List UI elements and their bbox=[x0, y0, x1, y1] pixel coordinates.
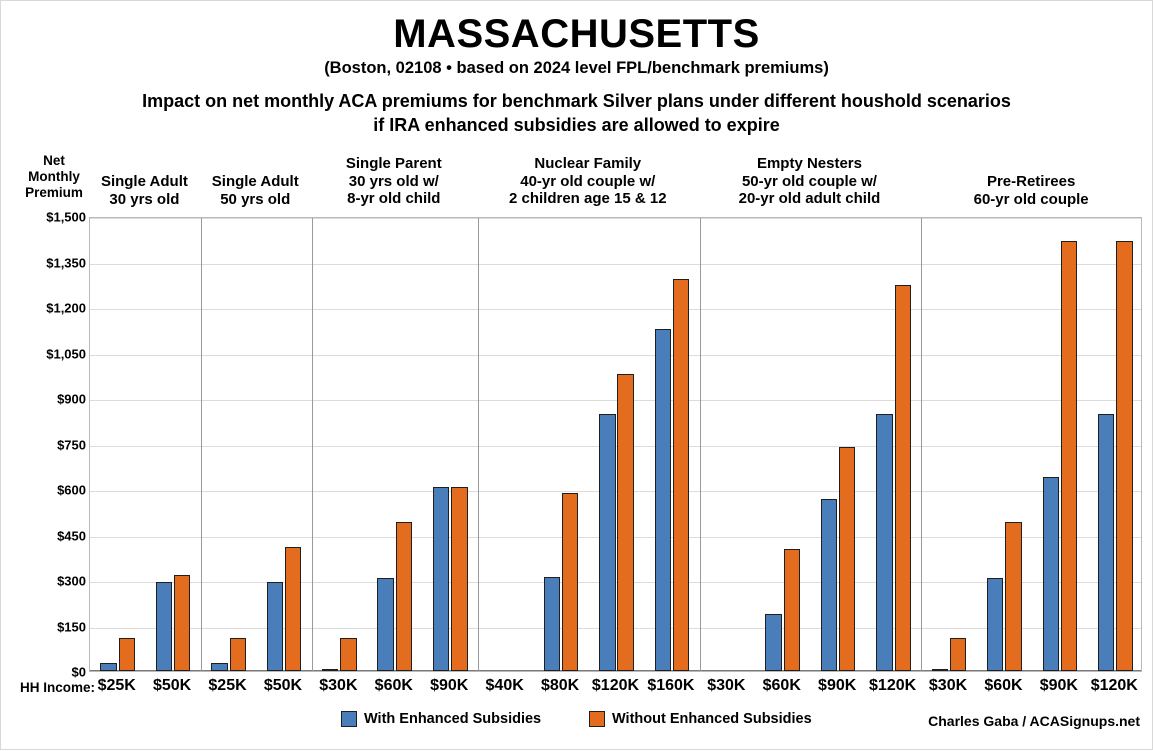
group-header-line: 20-yr old adult child bbox=[738, 190, 881, 208]
x-axis-tick-label: $25K bbox=[208, 677, 247, 694]
y-axis-title-line2: Monthly bbox=[28, 168, 80, 184]
y-axis-tick-label: $150 bbox=[57, 619, 86, 634]
group-header-line: Single Adult bbox=[211, 173, 299, 190]
bar-with-enhanced-subsidies bbox=[544, 577, 560, 671]
credit-text: Charles Gaba / ACASignups.net bbox=[928, 713, 1140, 729]
bar-without-enhanced-subsidies bbox=[950, 638, 966, 671]
bar-without-enhanced-subsidies bbox=[839, 447, 855, 671]
group-header-line: 30 yrs old bbox=[109, 190, 180, 208]
group-separator bbox=[312, 218, 313, 671]
group-header bbox=[920, 173, 1142, 208]
y-axis-tick-label: $1,500 bbox=[46, 209, 86, 225]
legend-item-with-enhanced-subsidies bbox=[341, 711, 541, 727]
bar-with-enhanced-subsidies bbox=[156, 582, 172, 671]
group-header-line: 40-yr old couple w/ bbox=[520, 172, 656, 190]
group-separator bbox=[921, 218, 922, 671]
y-axis-title bbox=[19, 153, 89, 201]
x-axis-tick-label: $80K bbox=[540, 677, 580, 694]
bar-without-enhanced-subsidies bbox=[562, 493, 578, 671]
group-header bbox=[89, 173, 200, 208]
group-header bbox=[477, 155, 699, 208]
bar-with-enhanced-subsidies bbox=[821, 499, 837, 671]
x-axis-tick-label: $160K bbox=[647, 677, 695, 694]
group-header-line: 2 children age 15 & 12 bbox=[508, 190, 667, 208]
x-axis-tick-label: $90K bbox=[430, 677, 469, 694]
legend-item-without-enhanced-subsidies bbox=[589, 711, 812, 727]
x-axis-tick-label: $25K bbox=[97, 677, 136, 694]
y-axis-tick-label: $900 bbox=[57, 391, 86, 407]
x-axis-tick-label: $90K bbox=[818, 677, 857, 694]
bar-with-enhanced-subsidies bbox=[267, 582, 283, 671]
bar-with-enhanced-subsidies bbox=[599, 414, 615, 671]
x-axis-tick-label: $120K bbox=[869, 677, 917, 694]
bar-without-enhanced-subsidies bbox=[895, 285, 911, 671]
x-axis-tick-label: $60K bbox=[762, 677, 801, 694]
x-axis-tick-label: $40K bbox=[485, 677, 524, 694]
chart-description-line1: Impact on net monthly ACA premiums for benchmark Silver plans under different houshold scenarios bbox=[142, 91, 1011, 111]
group-header-line: 30 yrs old w/ bbox=[348, 172, 439, 190]
bar-without-enhanced-subsidies bbox=[174, 575, 190, 671]
x-axis-tick-label: $120K bbox=[1090, 677, 1138, 694]
x-axis-tick-label: $90K bbox=[1039, 677, 1078, 694]
chart-description bbox=[1, 90, 1152, 138]
chart-area bbox=[1, 151, 1153, 751]
page-title: MASSACHUSETTS bbox=[393, 12, 760, 56]
x-axis-tick-label: $50K bbox=[152, 677, 192, 694]
x-axis-tick-label: $60K bbox=[984, 677, 1023, 694]
bar-without-enhanced-subsidies bbox=[285, 547, 301, 671]
bar-with-enhanced-subsidies bbox=[987, 578, 1003, 671]
y-axis-title-line3: Premium bbox=[25, 184, 83, 200]
group-header-line: 50-yr old couple w/ bbox=[741, 172, 877, 190]
y-axis-tick-label: $1,050 bbox=[46, 346, 86, 361]
group-separator bbox=[201, 218, 202, 671]
group-header-line: Single Parent bbox=[345, 155, 442, 172]
gridline bbox=[90, 264, 1141, 265]
x-axis-tick-label: $60K bbox=[374, 677, 413, 694]
group-separator bbox=[478, 218, 479, 671]
bar-with-enhanced-subsidies bbox=[433, 487, 449, 671]
legend-swatch-icon bbox=[589, 711, 605, 727]
x-axis-tick-label: $30K bbox=[707, 677, 746, 694]
bar-without-enhanced-subsidies bbox=[1061, 241, 1077, 671]
y-axis-tick-label: $450 bbox=[57, 528, 86, 543]
bar-with-enhanced-subsidies bbox=[1098, 414, 1114, 671]
group-header-line: 8-yr old child bbox=[347, 190, 441, 208]
group-header-line: 50 yrs old bbox=[220, 190, 291, 208]
group-header bbox=[200, 173, 311, 208]
y-axis-tick-label: $750 bbox=[57, 437, 86, 452]
gridline bbox=[90, 218, 1141, 219]
y-axis-tick-label: $0 bbox=[71, 664, 86, 680]
legend-swatch-icon bbox=[341, 711, 357, 727]
bar-with-enhanced-subsidies bbox=[377, 578, 393, 671]
bar-with-enhanced-subsidies bbox=[1043, 477, 1059, 671]
bar-without-enhanced-subsidies bbox=[396, 522, 412, 671]
chart-description-line2: if IRA enhanced subsidies are allowed to expire bbox=[373, 114, 780, 135]
y-axis-title-line1: Net bbox=[43, 153, 65, 168]
legend-label: Without Enhanced Subsidies bbox=[612, 711, 812, 727]
x-axis-tick-label: $30K bbox=[928, 677, 968, 694]
bar-without-enhanced-subsidies bbox=[119, 638, 135, 671]
legend-label: With Enhanced Subsidies bbox=[364, 711, 542, 727]
bar-without-enhanced-subsidies bbox=[451, 487, 467, 671]
y-axis-tick-label: $1,350 bbox=[46, 255, 86, 270]
bar-with-enhanced-subsidies bbox=[655, 329, 671, 671]
group-separator bbox=[700, 218, 701, 671]
title-block bbox=[1, 1, 1152, 138]
y-axis-tick-label: $1,200 bbox=[46, 300, 86, 316]
y-axis-tick-label: $600 bbox=[57, 482, 86, 498]
bar-with-enhanced-subsidies bbox=[932, 669, 948, 671]
gridline bbox=[90, 355, 1141, 356]
bar-without-enhanced-subsidies bbox=[340, 638, 356, 671]
x-axis-tick-label: $50K bbox=[263, 677, 303, 694]
group-header bbox=[699, 155, 921, 208]
income-axis-label: HH Income: bbox=[19, 680, 95, 695]
bar-with-enhanced-subsidies bbox=[765, 614, 781, 671]
group-header-line: Single Adult bbox=[100, 173, 188, 190]
bar-without-enhanced-subsidies bbox=[1005, 522, 1021, 671]
plot-area bbox=[89, 217, 1142, 672]
bar-without-enhanced-subsidies bbox=[617, 374, 633, 671]
bar-with-enhanced-subsidies bbox=[100, 663, 116, 671]
gridline bbox=[90, 309, 1141, 310]
group-header bbox=[311, 155, 477, 208]
page-subtitle: (Boston, 02108 • based on 2024 level FPL/benchmark premiums) bbox=[324, 59, 829, 77]
bar-without-enhanced-subsidies bbox=[1116, 241, 1132, 671]
bar-with-enhanced-subsidies bbox=[876, 414, 892, 671]
gridline bbox=[90, 400, 1141, 401]
group-header-line: 60-yr old couple bbox=[973, 190, 1089, 208]
bar-with-enhanced-subsidies bbox=[211, 663, 227, 671]
bar-without-enhanced-subsidies bbox=[230, 638, 246, 671]
y-axis-tick-label: $300 bbox=[57, 573, 86, 589]
x-axis-tick-label: $120K bbox=[591, 677, 640, 694]
income-axis-row bbox=[1, 676, 1153, 704]
group-header-line: Pre-Retirees bbox=[986, 173, 1076, 190]
x-axis-tick-label: $30K bbox=[319, 677, 358, 694]
group-header-line: Nuclear Family bbox=[534, 155, 642, 172]
bar-with-enhanced-subsidies bbox=[322, 669, 338, 671]
bar-without-enhanced-subsidies bbox=[673, 279, 689, 671]
bar-without-enhanced-subsidies bbox=[784, 549, 800, 671]
group-header-line: Empty Nesters bbox=[756, 155, 862, 172]
